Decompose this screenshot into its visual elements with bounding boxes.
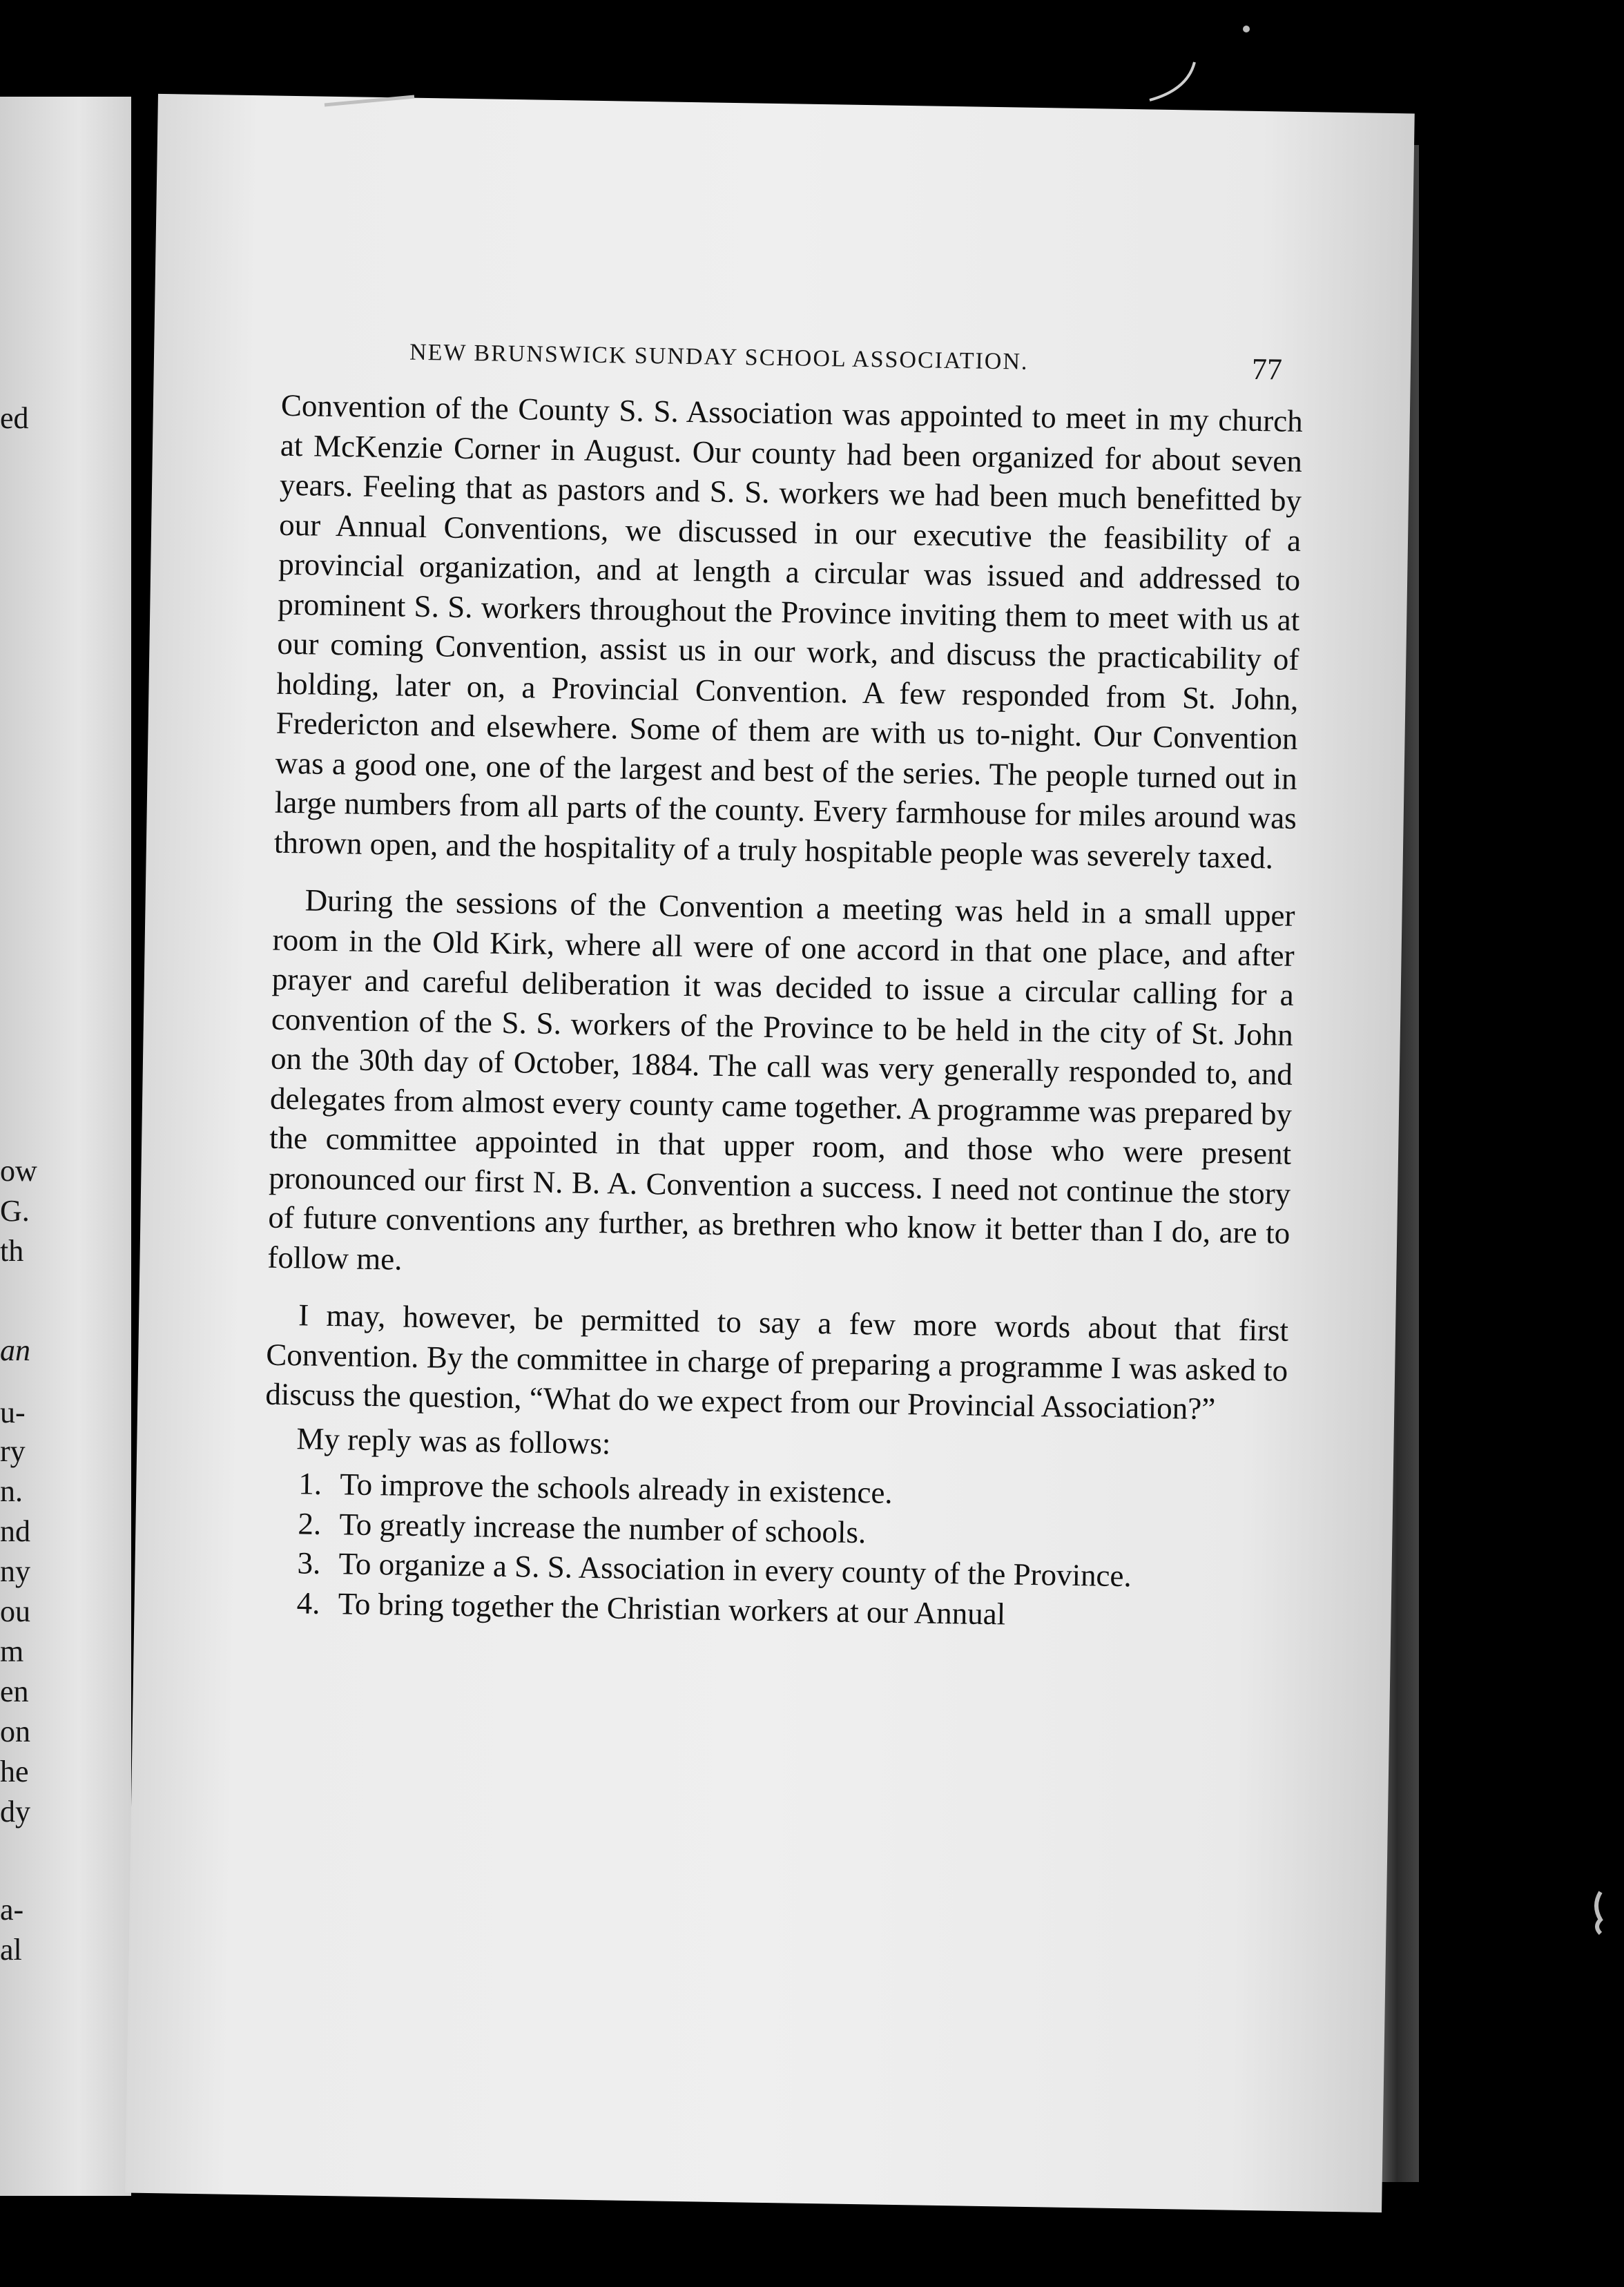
left-fragment: an <box>0 1333 30 1367</box>
book-page <box>125 94 1415 2212</box>
list-item-number: 4. <box>296 1585 320 1621</box>
left-fragment: on <box>0 1715 30 1748</box>
left-fragment: m <box>0 1634 24 1668</box>
scan-speck <box>1243 26 1250 32</box>
page-number: 77 <box>1251 351 1283 387</box>
page-header <box>409 339 1307 387</box>
left-fragment: ry <box>0 1434 26 1468</box>
left-fragment: G. <box>0 1194 30 1228</box>
running-title: NEW BRUNSWICK SUNDAY SCHOOL ASSOCIATION. <box>409 339 1029 375</box>
left-fragment: nd <box>0 1514 30 1548</box>
left-fragment: he <box>0 1755 29 1788</box>
left-fragment: n. <box>0 1474 23 1508</box>
scan-scratch <box>1596 1892 1601 1933</box>
list-item-number: 1. <box>298 1466 322 1501</box>
page-body <box>262 386 1303 1639</box>
left-fragment: ow <box>0 1154 37 1188</box>
paragraph: During the sessions of the Convention a meeting was held in a small upper room in the Old Kirk, where all were of one accord in that one place, and after prayer and careful deliberation it was decided to issue a circular calling for a convention of the S. S. workers of the Province to be held in the city of St. John on the 30th day of October, 1884. The call was very generally responded to, and delegates from almost every county came together. A programme was prepared by the committee appointed in that upper room, and those who were present pronounced our first N. B. A. Convention a success. I need not continue the story of future conventions any further, as brethren who know it better than I do, are to follow me. <box>267 882 1295 1277</box>
list-item-text: To improve the schools already in existence. <box>340 1467 893 1510</box>
numbered-list <box>262 1464 1286 1639</box>
left-fragment: a- <box>0 1893 24 1927</box>
left-page-text-fragments <box>0 97 131 2196</box>
left-fragment: ou <box>0 1594 30 1628</box>
list-item-text: To greatly increase the number of schools. <box>339 1506 867 1550</box>
left-fragment: dy <box>0 1795 30 1828</box>
left-facing-page <box>0 97 131 2196</box>
list-item-text: To bring together the Christian workers at our Annual <box>338 1585 1006 1631</box>
reply-intro: My reply was as follows: <box>296 1420 611 1460</box>
left-fragment: u- <box>0 1396 26 1429</box>
left-fragment: al <box>0 1933 22 1967</box>
paragraph: Convention of the County S. S. Association was appointed to meet in my church at McKenzie Corner in August. Our county had been organized for about seven years. Feeling that as pastors and S. S. workers we had been much benefitted by our Annual Conventions, we discussed in our executive the feasibility of a provincial organization, and at length a circular was issued and addressed to prominent S. S. workers throughout the Province inviting them to meet with us at our coming Convention, assist us in our work, and discuss the practicability of holding, later on, a Provincial Convention. A few responded from St. John, Fredericton and elsewhere. Some of them are with us to-night. Our Convention was a good one, one of the largest and best of the series. The people turned out in large numbers from all parts of the county. Every farmhouse for miles around was thrown open, and the hospitality of a truly hospitable people was severely taxed. <box>273 387 1304 875</box>
left-fragment: ed <box>0 401 29 435</box>
paragraph: I may, however, be permitted to say a few more words about that first Convention. By the committee in charge of preparing a programme I was asked to discuss the question, “What do we expect from our Provincial Association?” <box>265 1297 1289 1427</box>
list-item-number: 2. <box>298 1505 322 1541</box>
scan-scratch <box>1150 62 1195 100</box>
left-fragment: ny <box>0 1554 30 1588</box>
left-fragment: th <box>0 1234 24 1268</box>
left-fragment: en <box>0 1675 29 1708</box>
list-item-text: To organize a S. S. Association in every county of the Province. <box>338 1546 1132 1594</box>
list-item-number: 3. <box>297 1545 321 1581</box>
